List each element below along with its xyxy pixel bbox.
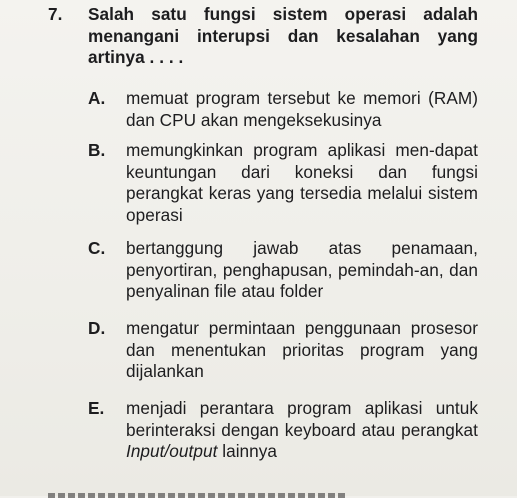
option-text: memuat program tersebut ke memori (RAM) dan CPU akan mengeksekusinya <box>126 88 478 130</box>
option-letter: E. <box>88 398 105 418</box>
option-letter: A. <box>88 88 106 108</box>
option-letter: C. <box>88 238 106 258</box>
question-number: 7. <box>48 4 63 24</box>
option-text-prefix: menjadi perantara program aplikasi untuk berinteraksi dengan keyboard atau perangkat <box>126 398 478 440</box>
option-letter: D. <box>88 318 106 338</box>
option-text <box>126 398 478 463</box>
option-letter: B. <box>88 140 106 160</box>
question-stem: Salah satu fungsi sistem operasi adalah menangani interupsi dan kesalahan yang artinya . . . . <box>88 4 478 68</box>
option-text: bertanggung jawab atas penamaan, penyortiran, penghapusan, pemindah-an, dan penyalinan file atau folder <box>126 238 478 302</box>
option-text: memungkinkan program aplikasi men-dapat keuntungan dari koneksi dan fungsi perangkat keras yang tersedia melalui sistem operasi <box>126 140 478 225</box>
option-text-italic: Input/output <box>126 441 218 462</box>
option-text: mengatur permintaan penggunaan prosesor dan menentukan prioritas program yang dijalankan <box>126 318 478 382</box>
option-text-suffix: lainnya <box>217 441 278 462</box>
